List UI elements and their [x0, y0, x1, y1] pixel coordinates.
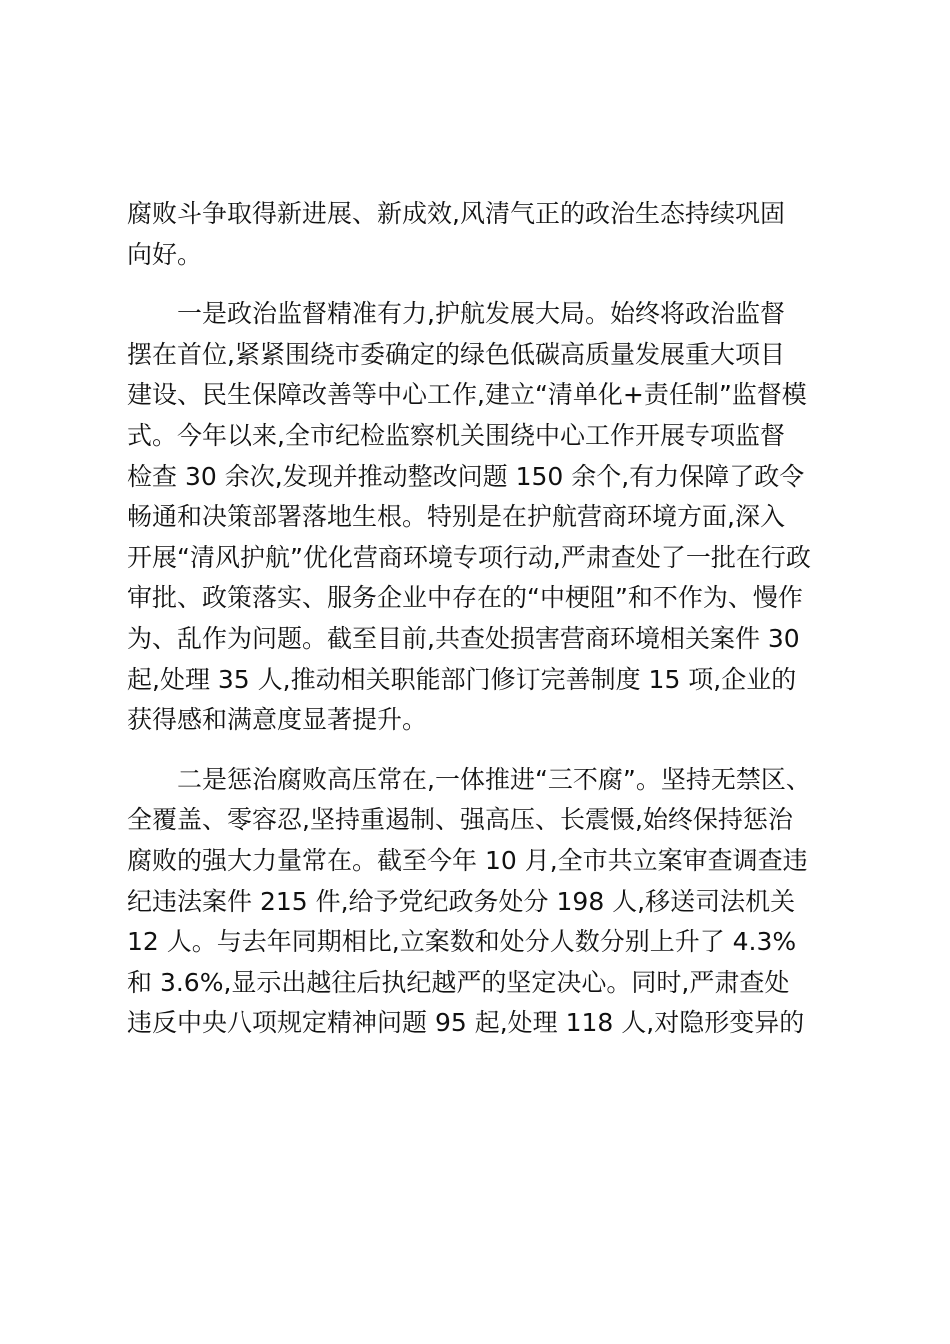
document-body	[127, 194, 817, 1044]
text-line: 腐败斗争取得新进展、新成效,风清气正的政治生态持续巩固	[127, 199, 785, 228]
text-line: 为、乱作为问题。截至目前,共查处损害营商环境相关案件 30	[127, 623, 800, 653]
text-line: 摆在首位,紧紧围绕市委确定的绿色低碳高质量发展重大项目	[127, 339, 785, 369]
paragraph-continued	[127, 194, 817, 275]
text-line: 和 3.6%,显示出越往后执纪越严的坚定决心。同时,严肃查处	[127, 967, 790, 997]
text-line: 纪违法案件 215 件,给予党纪政务处分 198 人,移送司法机关	[127, 886, 796, 916]
text-line: 审批、政策落实、服务企业中存在的“中梗阻”和不作为、慢作	[127, 583, 803, 613]
text-line: 建设、民生保障改善等中心工作,建立“清单化+责任制”监督模	[127, 380, 807, 410]
text-line: 检查 30 余次,发现并推动整改问题 150 余个,有力保障了政令	[127, 461, 805, 491]
text-line: 一是政治监督精准有力,护航发展大局。始终将政治监督	[127, 299, 785, 329]
text-line: 腐败的强大力量常在。截至今年 10 月,全市共立案审查调查违	[127, 845, 808, 875]
text-line: 向好。	[127, 239, 203, 269]
paragraph-anti-corruption	[127, 760, 817, 1044]
text-line: 获得感和满意度显著提升。	[127, 705, 428, 735]
text-line: 起,处理 35 人,推动相关职能部门修订完善制度 15 项,企业的	[127, 664, 797, 694]
text-line: 全覆盖、零容忍,坚持重遏制、强高压、长震慑,始终保持惩治	[127, 805, 793, 835]
text-line: 违反中央八项规定精神问题 95 起,处理 118 人,对隐形变异的	[127, 1008, 805, 1038]
paragraph-political-supervision	[127, 294, 817, 741]
text-line: 12 人。与去年同期相比,立案数和处分人数分别上升了 4.3%	[127, 927, 797, 957]
text-line: 畅通和决策部署落地生根。特别是在护航营商环境方面,深入	[127, 502, 785, 532]
text-line: 开展“清风护航”优化营商环境专项行动,严肃查处了一批在行政	[127, 542, 811, 572]
text-line: 二是惩治腐败高压常在,一体推进“三不腐”。坚持无禁区、	[127, 764, 811, 794]
text-line: 式。今年以来,全市纪检监察机关围绕中心工作开展专项监督	[127, 420, 785, 450]
